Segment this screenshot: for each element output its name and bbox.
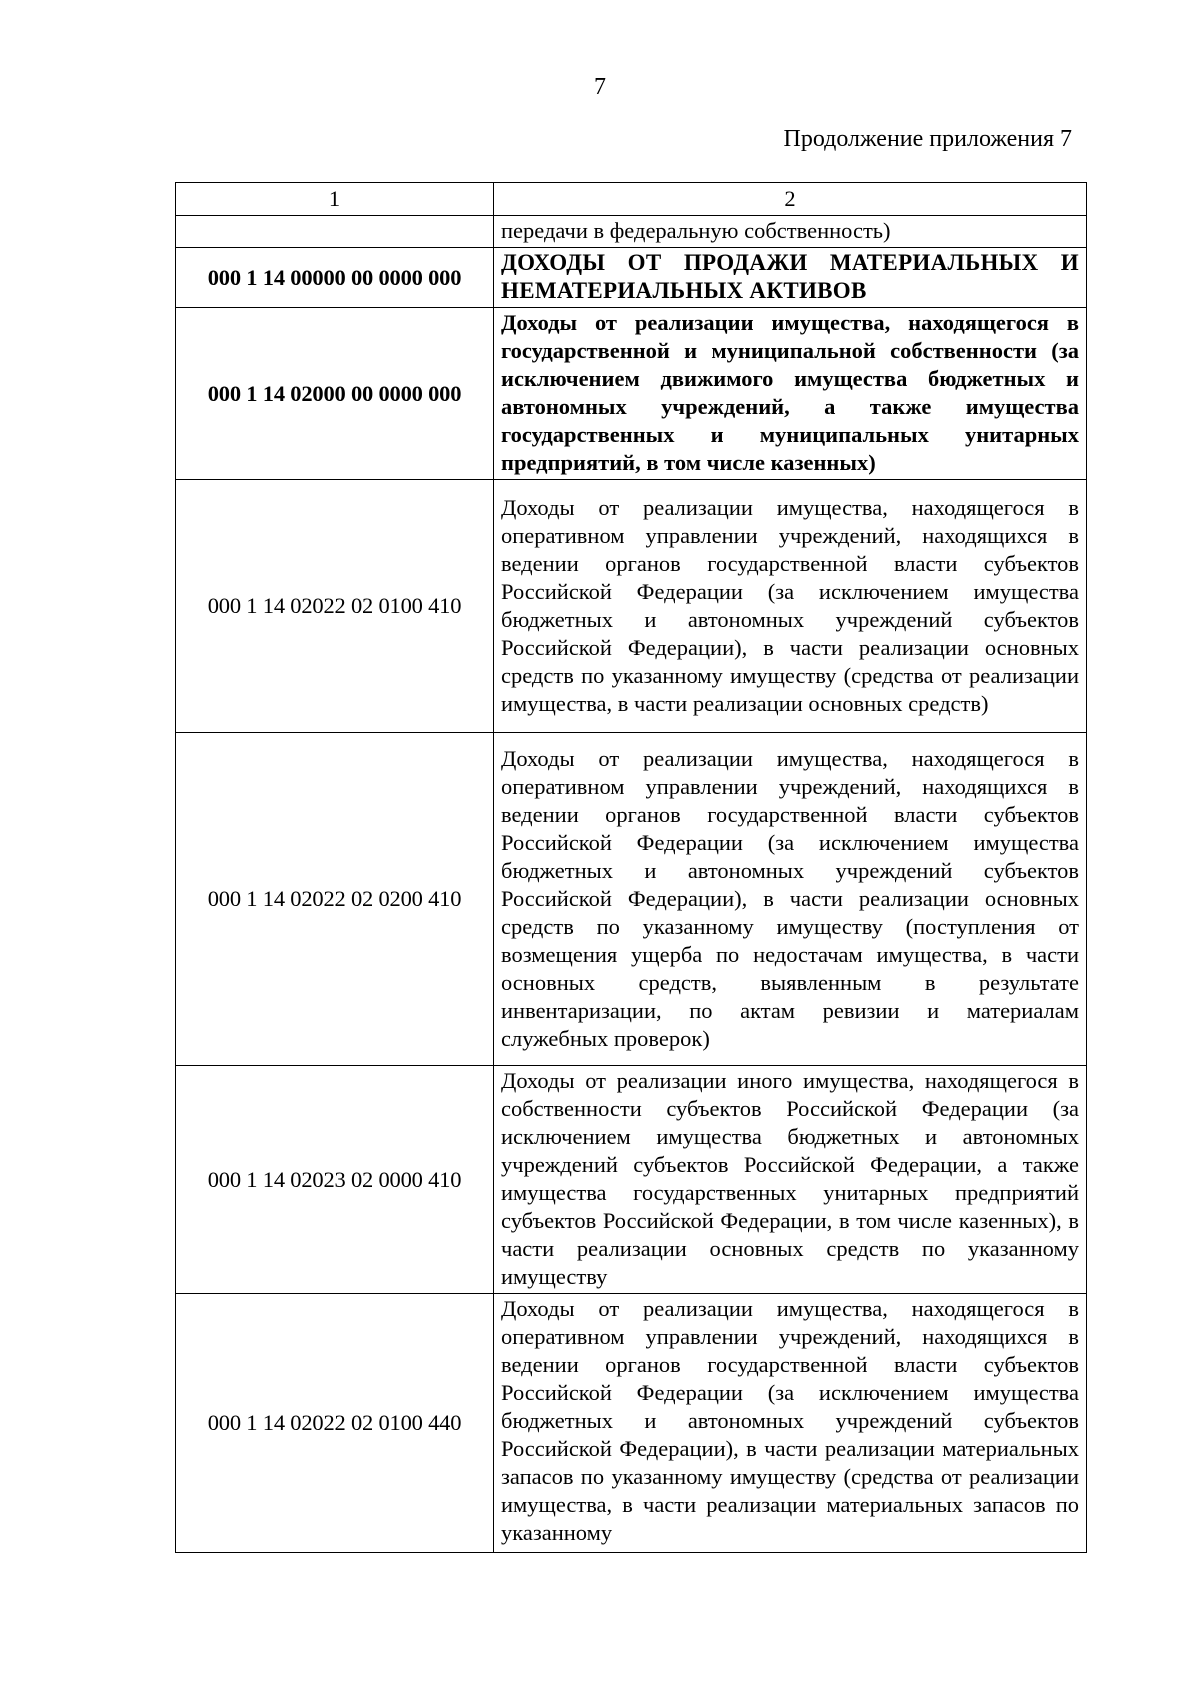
revenue-codes-table [175, 182, 1087, 1553]
row-code-cell: 000 1 14 02023 02 0000 410 [176, 1066, 494, 1294]
column-header-1: 1 [176, 183, 494, 216]
table-row [176, 1294, 1087, 1553]
row-code-cell: 000 1 14 02022 02 0100 440 [176, 1294, 494, 1553]
table-row [176, 308, 1087, 480]
row-description-cell: Доходы от реализации имущества, находящегося в оперативном управлении учреждений, находящихся в ведении органов государственной власти субъектов Российской Федерации (за исключением имущества бюджетных и автономных учреждений субъектов Российской Федерации), в части реализации материальных запасов по указанному имуществу (средства от реализации имущества, в части реализации материальных запасов по указанному [494, 1294, 1087, 1553]
table-row-continuation [176, 216, 1087, 248]
row-description-cell: Доходы от реализации имущества, находящегося в оперативном управлении учреждений, находящихся в ведении органов государственной власти субъектов Российской Федерации (за исключением имущества бюджетных и автономных учреждений субъектов Российской Федерации), в части реализации основных средств по указанному имуществу (поступления от возмещения ущерба по недостачам имущества, в части основных средств, выявленным в результате инвентаризации, по актам ревизии и материалам служебных проверок) [494, 733, 1087, 1066]
table-row [176, 1066, 1087, 1294]
row-description-cell: ДОХОДЫ ОТ ПРОДАЖИ МАТЕРИАЛЬНЫХ И НЕМАТЕРИАЛЬНЫХ АКТИВОВ [494, 248, 1087, 308]
row-code-cell: 000 1 14 00000 00 0000 000 [176, 248, 494, 308]
row-code-cell: 000 1 14 02022 02 0100 410 [176, 480, 494, 733]
table-row [176, 248, 1087, 308]
row-code-cell: 000 1 14 02022 02 0200 410 [176, 733, 494, 1066]
row-description-cell: Доходы от реализации имущества, находящегося в государственной и муниципальной собственности (за исключением движимого имущества бюджетных и автономных учреждений, а также имущества государственных и муниципальных унитарных предприятий, в том числе казенных) [494, 308, 1087, 480]
page-number: 7 [594, 74, 606, 100]
row-description-cell: передачи в федеральную собственность) [494, 216, 1087, 248]
row-code-cell: 000 1 14 02000 00 0000 000 [176, 308, 494, 480]
table-header-row [176, 183, 1087, 216]
appendix-continuation-note: Продолжение приложения 7 [783, 126, 1072, 152]
table-row [176, 733, 1087, 1066]
row-description-cell: Доходы от реализации имущества, находящегося в оперативном управлении учреждений, находящихся в ведении органов государственной власти субъектов Российской Федерации (за исключением имущества бюджетных и автономных учреждений субъектов Российской Федерации), в части реализации основных средств по указанному имуществу (средства от реализации имущества, в части реализации основных средств) [494, 480, 1087, 733]
column-header-2: 2 [494, 183, 1087, 216]
row-description-cell: Доходы от реализации иного имущества, находящегося в собственности субъектов Российской Федерации (за исключением имущества бюджетных и автономных учреждений субъектов Российской Федерации, а также имущества государственных унитарных предприятий субъектов Российской Федерации, в том числе казенных), в части реализации основных средств по указанному имуществу [494, 1066, 1087, 1294]
row-code-cell [176, 216, 494, 248]
table-row [176, 480, 1087, 733]
